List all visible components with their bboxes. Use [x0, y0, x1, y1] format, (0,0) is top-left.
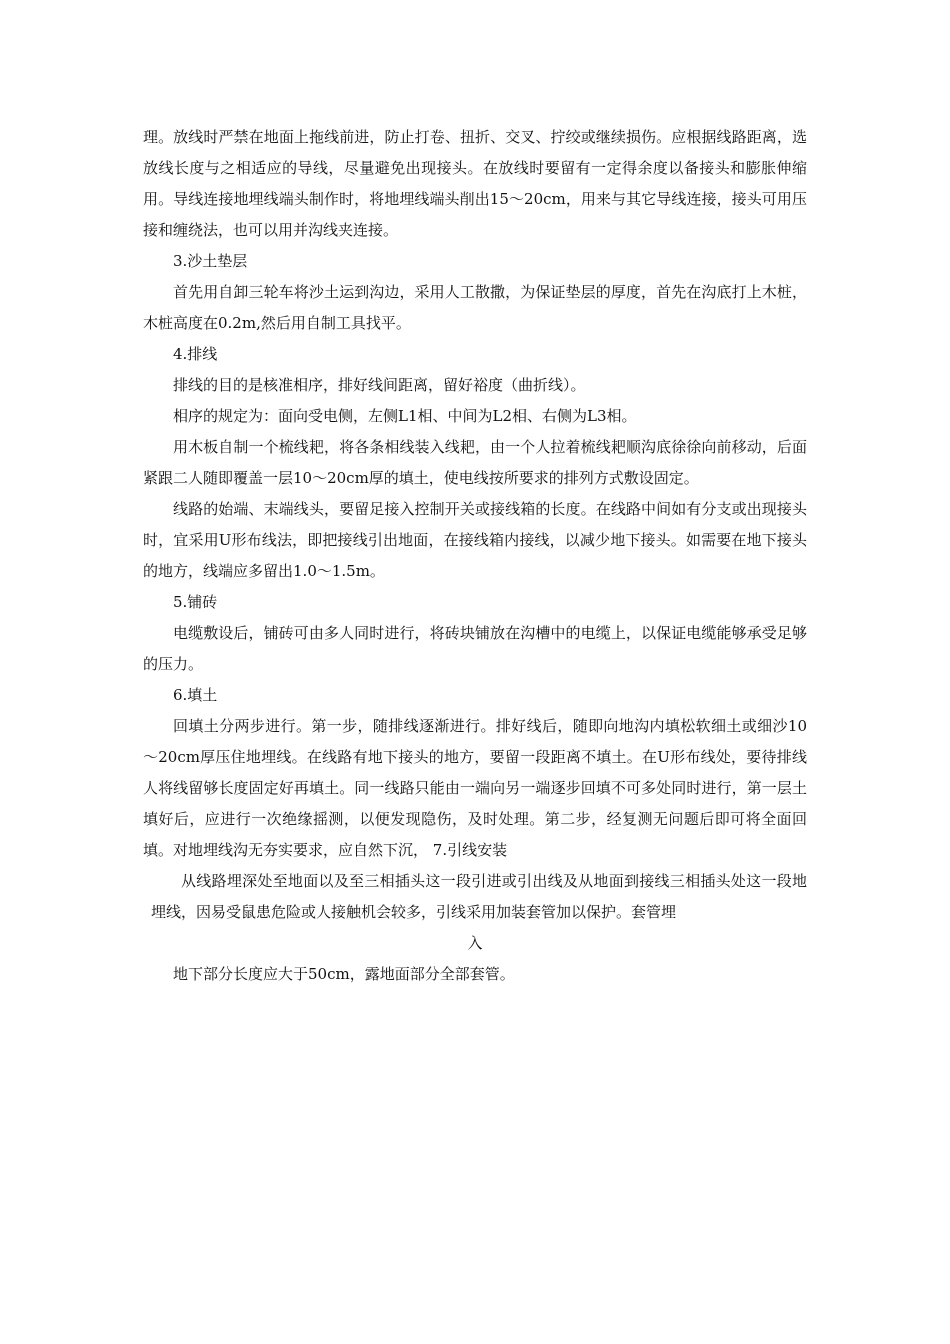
paragraph-lead-installation: 从线路埋深处至地面以及至三相插头这一段引进或引出线及从地面到接线三相插头处这一段地埋线，因易受鼠患危险或人接触机会较多，引线采用加装套管加以保护。套管埋	[151, 872, 807, 921]
paragraph-arrangement-purpose: 排线的目的是核准相序，排好线间距离，留好裕度（曲折线）。	[173, 376, 586, 394]
paragraph-sand-cushion: 首先用自卸三轮车将沙土运到沟边，采用人工散撒，为保证垫层的厚度，首先在沟底打上木桩，木桩高度在0.2m,然后用自制工具找平。	[143, 283, 807, 332]
heading-backfill: 6.填土	[173, 686, 218, 704]
paragraph-wiring-continued: 理。放线时严禁在地面上拖线前进，防止打卷、扭折、交叉、拧绞或继续损伤。应根据线路距离，选放线长度与之相适应的导线，尽量避免出现接头。在放线时要留有一定得余度以备接头和膨胀伸缩用。导线连接地埋线端头制作时，将地埋线端头削出15～20cm，用来与其它导线连接，接头可用压接和缠绕法，也可以用并沟线夹连接。	[143, 128, 807, 239]
paragraph-backfill: 回填土分两步进行。第一步，随排线逐渐进行。排好线后，随即向地沟内填松软细土或细沙10～20cm厚压住地埋线。在线路有地下接头的地方，要留一段距离不填土。在U形布线处，要待排线人将线留够长度固定好再填土。同一线路只能由一端向另一端逐步回填不可多处同时进行，第一层土填好后，应进行一次绝缘摇测，以便发现隐伤，及时处理。第二步，经复测无问题后即可将全面回填。对地埋线沟无夯实要求，应自然下沉， 7.引线安装	[143, 717, 807, 859]
paragraph-sleeve-length: 地下部分长度应大于50cm，露地面部分全部套管。	[173, 965, 515, 983]
paragraph-comb-rake: 用木板自制一个梳线耙，将各条相线装入线耙，由一个人拉着梳线耙顺沟底徐徐向前移动，后面紧跟二人随即覆盖一层10～20cm厚的填土，使电线按所要求的排列方式敷设固定。	[143, 438, 807, 487]
heading-line-arrangement: 4.排线	[173, 345, 218, 363]
paragraph-centered-fragment: 入	[467, 934, 483, 952]
paragraph-line-ends: 线路的始端、末端线头，要留足接入控制开关或接线箱的长度。在线路中间如有分支或出现接头时，宜采用U形布线法，即把接线引出地面，在接线箱内接线，以减少地下接头。如需要在地下接头的地方，线端应多留出1.0～1.5m。	[143, 500, 807, 580]
heading-brick-laying: 5.铺砖	[173, 593, 218, 611]
heading-sand-cushion: 3.沙土垫层	[173, 252, 248, 270]
paragraph-phase-sequence: 相序的规定为：面向受电侧，左侧L1相、中间为L2相、右侧为L3相。	[173, 407, 637, 425]
document-body	[143, 122, 807, 990]
paragraph-brick-laying: 电缆敷设后，铺砖可由多人同时进行，将砖块铺放在沟槽中的电缆上，以保证电缆能够承受足够的压力。	[143, 624, 807, 673]
